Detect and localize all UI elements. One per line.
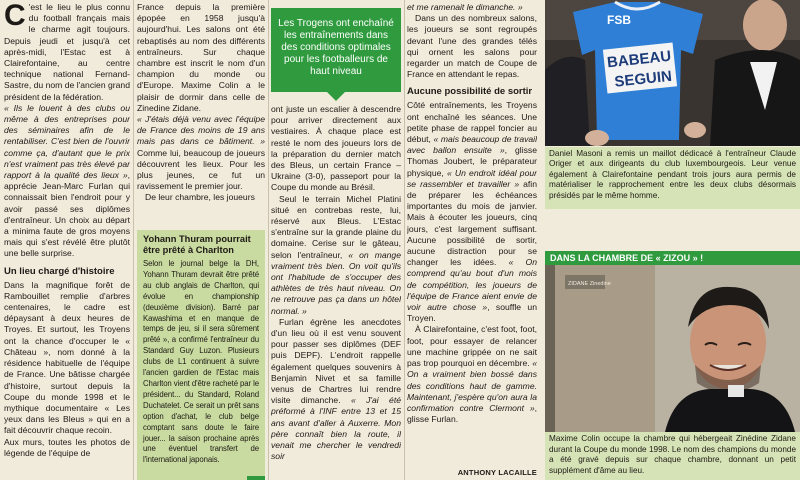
thuram-body: Selon le journal belge la DH, Yohann Thuram devrait être prêté au club anglais de Charlton, qui évolue en championship (deuxième division). Barré par Kawashima et en manque de temps de jeu, si il sera sûrement prêté », a confirmé l'entraîneur du Standard Guy Luzon. Plusieurs clubs de L1 continuent à suivre l'ancien gardien de l'Estac mais Charlton vient d'être racheté par le président... du Standard, Roland Duchatelet. Ce serait un prêt sans option d'achat, le club belge comptant sans doute le faire jouer... la saison prochaine après une éventuel transfert de l'international japonais. [143, 259, 259, 465]
colin-photo [545, 265, 800, 432]
quote-continuation: et me ramenait le dimanche. » [407, 2, 523, 12]
colin-quote-paragraph: « J'étais déjà venu avec l'équipe de France des moins de 19 ans mais pas dans ce bâtiment. » Comme lui, beaucoup de joueurs découvrent les lieux. Pour les plus jeunes, ce fut un ravissement le premier jour. [137, 114, 265, 192]
column-divider [133, 0, 134, 480]
salons-paragraph: Dans un des nombreux salons, les joueurs se sont regroupés devant l'une des grandes télés qui ornent les salons pour regarder un match de Coupe de France en attendant le repas. [407, 13, 537, 80]
stairs-paragraph: ont juste un escalier à descendre pour arriver directement aux vestiaires. À chaque place est resté le nom des joueurs lors de la préparation du dernier match des Bleus, un certain France – Ukraine (3-0), passeport pour la Coupe du monde au Brésil. [271, 104, 401, 193]
intro-paragraph: C 'est le lieu le plus connu du football français mais le charme agit toujours. Depuis jeudi et jusqu'à cet après-midi, l'Estac est à Clairefontaine, au centre technique national Fernand-Sastre, du nom de l'ancien grand président de la fédération. [4, 2, 130, 102]
article-column-4 [407, 2, 537, 480]
rooms-end-paragraph: De leur chambre, les joueurs [145, 192, 255, 203]
drop-cap: C [4, 2, 26, 32]
thuram-sidebar-box [137, 230, 265, 480]
photo-column [545, 0, 800, 480]
colin-photo-caption: Maxime Colin occupe la chambre qui hébergeait Zinédine Zidane durant la Coupe du monde 1998. Le nom des champions du monde a été gravé depuis sur chaque chambre, donnant un petit supplément d'âme au lieu. [545, 432, 800, 480]
section-heading-band: DANS LA CHAMBRE DE « ZIZOU » ! [545, 251, 800, 265]
anecdotes-paragraph: Furlan égrène les anecdotes d'un lieu où il est venu souvent pour passer ses diplômes (DEF puis DEPF). L'endroit rappelle également quelques souvenirs à Benjamin Nivet et sa famille venus de Chartres lui rendre visite dimanche. « J'ai été préformé à l'INF entre 13 et 15 ans avant d'aller à Auxerre. Mon père connaît bien la route, il venait me chercher le vendredi soir [271, 316, 401, 462]
thuram-title: Yohann Thuram pourrait être prêté à Charlton [143, 234, 251, 255]
box-corner-decoration [247, 476, 265, 480]
author-byline: ANTHONY LACAILLE [457, 468, 537, 477]
foot-paragraph: À Clairefontaine, c'est foot, foot, foot, pour essayer de relancer une machine grippée on ne sait pas trop pourquoi en décembre. « On a vraiment bien bossé dans des conditions haut de gamme. Maintenant, j'espère qu'on aura la confirmation contre Clermont », glisse Furlan. [407, 324, 537, 425]
history-paragraph: Dans la magnifique forêt de Rambouillet remplie d'arbres centenaires, le cadre est dépaysant à deux heures de Troyes. Et surtout, les Troyens ont la chance d'occuper le « Château », nom donné à la résidence habituelle de l'équipe de France. Une bâtisse chargée d'histoire, surtout depuis la Coupe du monde 1998 et le mythique documentaire « Les yeux dans les Bleus » qui en a fait découvrir chaque recoin. [4, 279, 130, 436]
jersey-sponsor-line2: SEGUIN [613, 67, 673, 91]
training-paragraph: Côté entraînements, les Troyens ont enchaîné les séances. Une petite phase de rappel foncier au début, « mais beaucoup de travail avec ballon ensuite », glisse Thomas Joubert, le préparateur physique, « Un endroit idéal pour se rassembler et travailler » afin de préparer les échéances importantes du mois de janvier. Mais à écouter les joueurs, cinq jours, c'est largement suffisant. Aucune possibilité de sortir, aucune distraction pour se changer les idées. « On comprend qu'au bout d'un mois de compétition, les joueurs de l'équipe de France aient envie de voir autre chose », souffle un Troyen. [407, 100, 537, 324]
jersey-brand: FSB [607, 13, 631, 27]
column-divider [404, 0, 405, 480]
jersey-sponsor-line1: BABEAU [606, 47, 672, 72]
article-column-1 [4, 2, 130, 480]
jersey-photo-caption: Daniel Masoni a remis un maillot dédicacé à l'entraîneur Claude Origer et aux dirigeants du club luxembourgeois. Leur venue également à Clairefontaine pendant trois jours aura permis de matérialiser le rapprochement entre les deux clubs désormais présidés par le même homme. [545, 147, 800, 209]
door-sign: ZIDANE Zinedine [568, 281, 611, 287]
jersey-photo [545, 0, 800, 146]
column-divider [268, 0, 269, 480]
article-column-2 [137, 2, 265, 230]
article-column-3 [271, 104, 401, 480]
colin-photo-art [545, 265, 800, 432]
photos-paragraph: Aux murs, toutes les photos de légende de l'équipe de [4, 436, 130, 458]
quote-paragraph: « Ils le louent à des clubs ou même à des entreprises pour des séminaires afin de le rentabiliser. C'est bien de l'ouvrir comme ça, d'autant que le prix n'est vraiment pas très élevé par rapport à la qualité des lieux », apprécie Jean-Marc Furlan qui connaissait bien l'endroit pour y avoir passé ses diplômes d'entraîneur. Un choix au départ a minima faute de gros moyens mais qui s'est révélé être plutôt une belle surprise. [4, 102, 130, 259]
jersey-photo-art [545, 0, 800, 146]
subheading-no-exit: Aucune possibilité de sortir [407, 86, 533, 98]
rooms-paragraph: France depuis la première épopée en 1958 jusqu'à aujourd'hui. Les salons ont été rebaptisés au nom des différents entraîneurs. Sur chaque chambre est inscrit le nom d'un champion du monde ou d'Europe. Maxime Colin a le plaisir de dormir dans celle de Zinedine Zidane. [137, 2, 265, 113]
platini-paragraph: Seul le terrain Michel Platini situé en contrebas reste, lui, réservé aux Bleus. L'Estac s'entraîne sur la grande plaine du domaine. Cerise sur le gâteau, selon l'entraîneur, « on mange vraiment très bien. On voit qu'ils ont l'habitude de s'occuper des athlètes de très haut niveau. On ne retrouve pas ça dans un hôtel normal. » [271, 193, 401, 316]
pull-quote-callout: Les Trogens ont enchaîné les entraînements dans des conditions optimales pour les footballeurs de haut niveau [271, 8, 401, 92]
subheading-history: Un lieu chargé d'histoire [4, 265, 115, 277]
